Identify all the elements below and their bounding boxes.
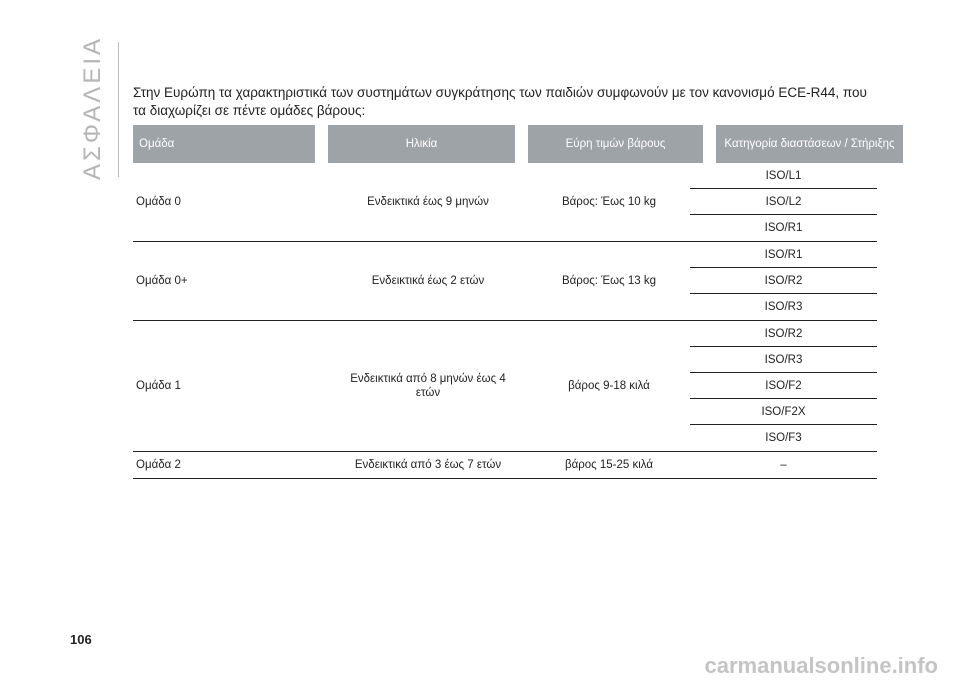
cell-sizes xyxy=(690,163,877,241)
table-row xyxy=(133,163,877,242)
page-number: 106 xyxy=(70,632,92,647)
cell-sizes xyxy=(690,242,877,320)
header-group: Ομάδα xyxy=(133,125,315,163)
cell-age: Ενδεικτικά έως 9 μηνών xyxy=(367,196,489,208)
size-category: ISO/R1 xyxy=(690,242,877,268)
watermark: carmanualsonline.info xyxy=(704,653,938,678)
section-title: ΑΣΦΑΛΕΙΑ xyxy=(79,35,106,180)
size-category: ISO/R2 xyxy=(690,268,877,294)
table-row xyxy=(133,242,877,321)
size-category: ISO/F2X xyxy=(690,399,877,425)
cell-group: Ομάδα 1 xyxy=(136,380,181,392)
size-category: ISO/F2 xyxy=(690,373,877,399)
size-category: ISO/L1 xyxy=(690,163,877,189)
size-category: ISO/L2 xyxy=(690,189,877,215)
table-header xyxy=(133,125,895,163)
size-category: ISO/R3 xyxy=(764,301,803,313)
table-row xyxy=(133,452,877,479)
weight-groups-table xyxy=(133,125,895,479)
cell-sizes xyxy=(690,321,877,451)
cell-weight: Βάρος: Έως 10 kg xyxy=(561,196,657,208)
cell-weight: βάρος 9-18 κιλά xyxy=(568,380,650,392)
header-age: Ηλικία xyxy=(328,125,515,163)
size-category: ISO/F3 xyxy=(765,432,802,444)
intro-paragraph: Στην Ευρώπη τα χαρακτηριστικά των συστημάτων συγκράτησης των παιδιών συμφωνούν με τον κανονισμό ECE-R44, που τα διαχωρίζει σε πέντε ομάδες βάρους: xyxy=(133,84,867,118)
cell-age: Ενδεικτικά από 8 μηνών έως 4 ετών xyxy=(350,373,506,399)
cell-weight: Βάρος: Έως 13 kg xyxy=(561,275,657,287)
cell-age: Ενδεικτικά από 3 έως 7 ετών xyxy=(354,459,502,471)
header-weight-range: Εύρη τιμών βάρους xyxy=(528,125,703,163)
table-row xyxy=(133,321,877,452)
size-category: ISO/R1 xyxy=(764,222,803,234)
section-divider xyxy=(118,42,119,177)
cell-sizes xyxy=(690,452,877,478)
size-category: ISO/R2 xyxy=(690,321,877,347)
header-size-category: Κατηγορία διαστάσεων / Στήριξης xyxy=(716,125,903,163)
cell-group: Ομάδα 0+ xyxy=(136,275,188,287)
cell-group: Ομάδα 0 xyxy=(136,196,181,208)
cell-group: Ομάδα 2 xyxy=(136,459,181,471)
cell-weight: βάρος 15-25 κιλά xyxy=(564,459,654,471)
size-category: – xyxy=(780,459,787,471)
size-category: ISO/R3 xyxy=(690,347,877,373)
cell-age: Ενδεικτικά έως 2 ετών xyxy=(371,275,485,287)
